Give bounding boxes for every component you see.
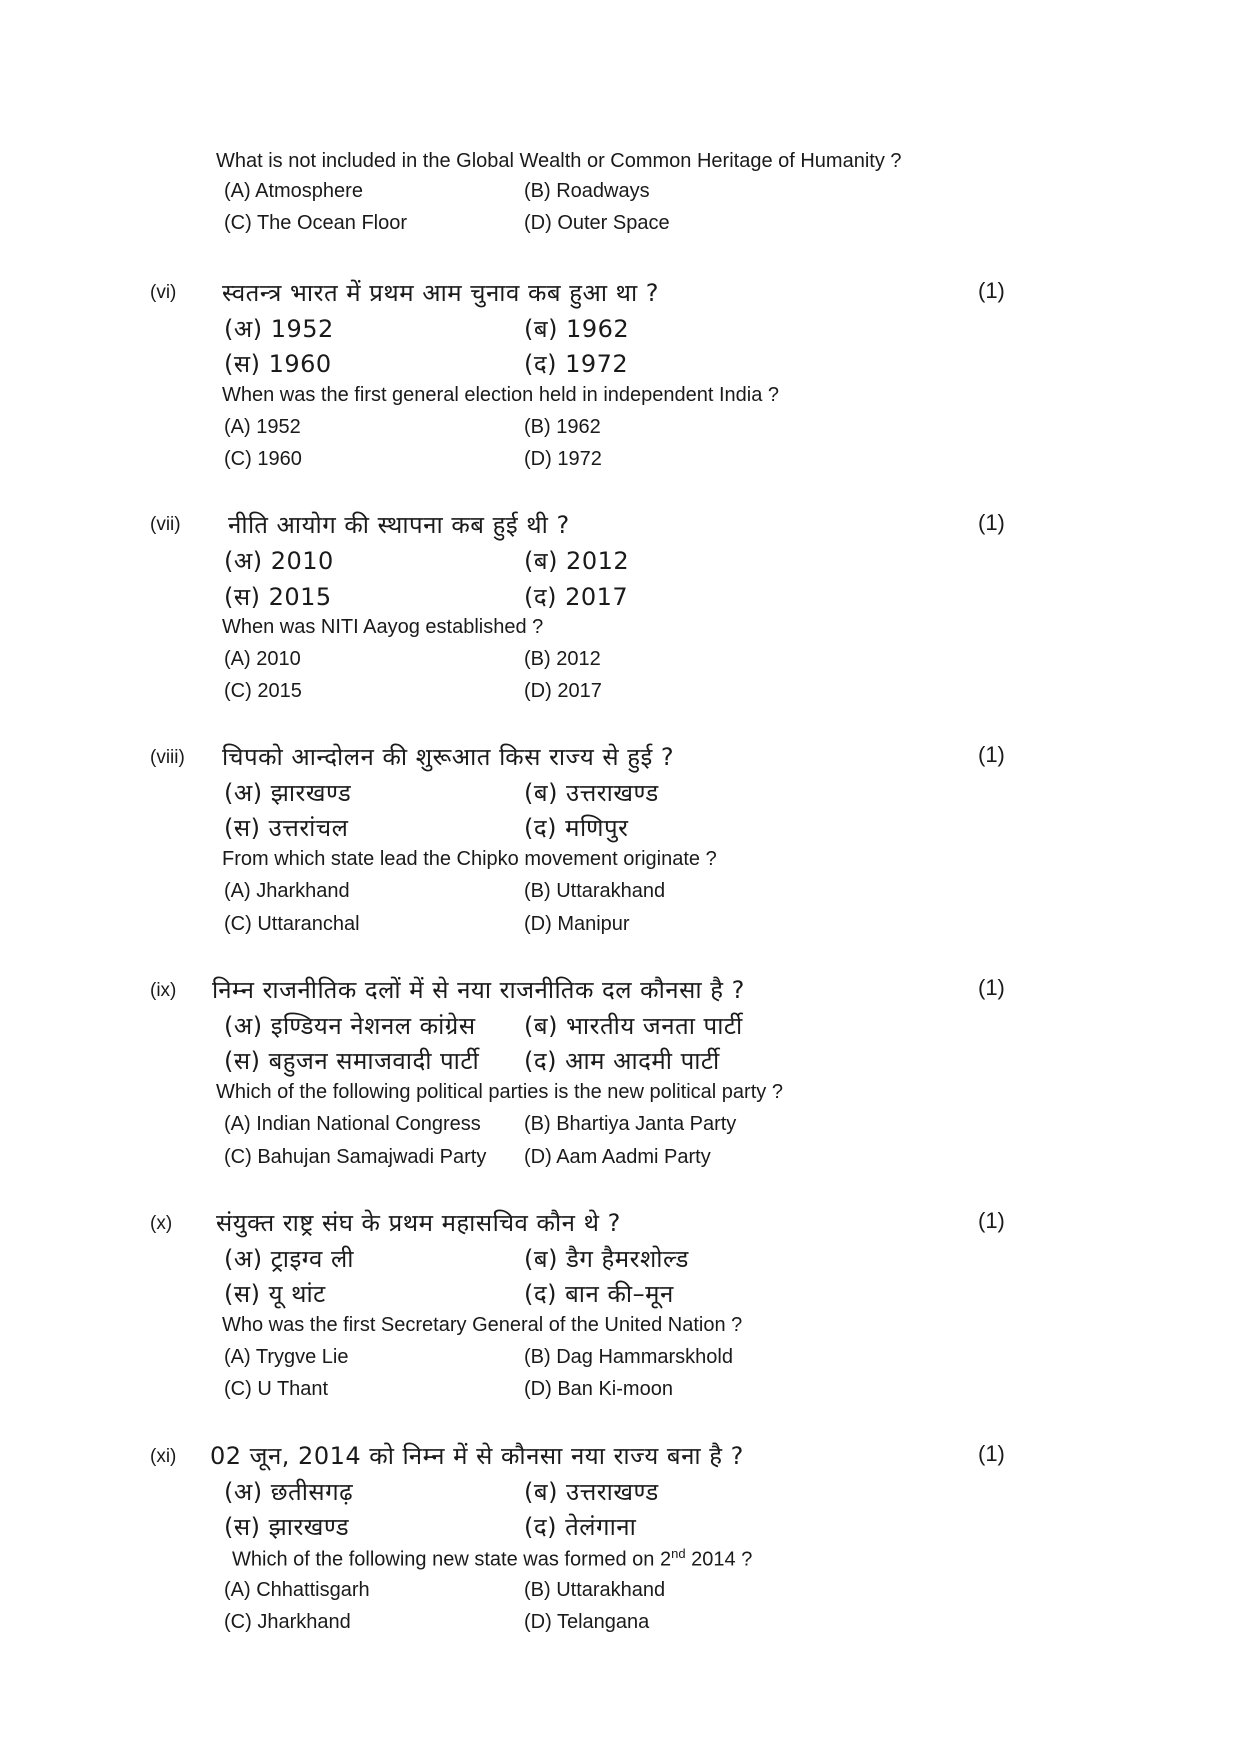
option-b: (B) Uttarakhand <box>524 1579 666 1601</box>
question-number: (viii) <box>150 747 185 768</box>
option-a: (A) Jharkhand <box>224 880 350 902</box>
option-a: (A) 1952 <box>224 416 301 438</box>
hindi-option-d: (द) 1972 <box>524 350 629 378</box>
hindi-option-d: (द) 2017 <box>524 583 629 611</box>
hindi-option-b: (ब) भारतीय जनता पार्टी <box>524 1012 743 1040</box>
marks: (1) <box>978 1208 1005 1233</box>
option-d: (D) Ban Ki-moon <box>524 1378 673 1400</box>
question-text-suffix: 2014 ? <box>685 1548 753 1571</box>
marks: (1) <box>978 975 1005 1000</box>
hindi-option-b: (ब) उत्तराखण्ड <box>524 779 659 807</box>
hindi-option-a: (अ) ट्राइग्व ली <box>224 1245 354 1273</box>
hindi-option-d: (द) बान की–मून <box>524 1280 674 1308</box>
option-c: (C) The Ocean Floor <box>224 212 408 234</box>
option-b: (B) Roadways <box>524 180 650 202</box>
option-c: (C) Bahujan Samajwadi Party <box>224 1146 487 1168</box>
marks: (1) <box>978 742 1005 767</box>
hindi-option-b: (ब) डैग हैमरशोल्ड <box>524 1245 689 1273</box>
option-a: (A) Indian National Congress <box>224 1113 481 1135</box>
question-text-english: Who was the first Secretary General of the United Nation ? <box>222 1314 743 1336</box>
question-text-hindi: नीति आयोग की स्थापना कब हुई थी ? <box>228 511 570 539</box>
option-d: (D) Aam Aadmi Party <box>524 1146 711 1168</box>
question-text-hindi: संयुक्त राष्ट्र संघ के प्रथम महासचिव कौन थे ? <box>216 1209 621 1237</box>
question-text-english: When was NITI Aayog established ? <box>222 616 544 638</box>
question-number: (vii) <box>150 514 181 535</box>
question-number: (x) <box>150 1213 173 1234</box>
option-a: (A) Chhattisgarh <box>224 1579 370 1601</box>
hindi-option-c: (स) बहुजन समाजवादी पार्टी <box>224 1047 480 1075</box>
option-d: (D) 2017 <box>524 680 602 702</box>
option-d: (D) Manipur <box>524 913 630 935</box>
question-number: (vi) <box>150 282 177 303</box>
option-b: (B) Bhartiya Janta Party <box>524 1113 737 1135</box>
marks: (1) <box>978 278 1005 303</box>
hindi-option-c: (स) झारखण्ड <box>224 1513 350 1541</box>
option-b: (B) Uttarakhand <box>524 880 666 902</box>
option-b: (B) 1962 <box>524 416 601 438</box>
question-text-english: When was the first general election held in independent India ? <box>222 384 780 406</box>
ordinal-suffix: nd <box>671 1546 686 1561</box>
hindi-option-c: (स) 2015 <box>224 583 332 611</box>
hindi-option-a: (अ) छतीसगढ़ <box>224 1478 354 1506</box>
question-text-english: What is not included in the Global Wealth or Common Heritage of Humanity ? <box>216 150 902 172</box>
option-c: (C) Uttaranchal <box>224 913 360 935</box>
marks: (1) <box>978 510 1005 535</box>
question-text-hindi: चिपको आन्दोलन की शुरूआत किस राज्य से हुई ? <box>222 743 675 771</box>
option-d: (D) Outer Space <box>524 212 670 234</box>
question-text-english: From which state lead the Chipko movement originate ? <box>222 848 717 870</box>
hindi-option-b: (ब) 2012 <box>524 547 630 575</box>
hindi-option-c: (स) यू थांट <box>224 1280 326 1308</box>
hindi-option-c: (स) 1960 <box>224 350 332 378</box>
question-text-hindi: निम्न राजनीतिक दलों में से नया राजनीतिक दल कौनसा है ? <box>212 976 745 1004</box>
option-b: (B) 2012 <box>524 648 601 670</box>
hindi-option-d: (द) आम आदमी पार्टी <box>524 1047 720 1075</box>
question-text-hindi: 02 जून, 2014 को निम्न में से कौनसा नया राज्य बना है ? <box>210 1442 744 1470</box>
question-text-english <box>232 1546 752 1572</box>
option-a: (A) 2010 <box>224 648 301 670</box>
option-b: (B) Dag Hammarskhold <box>524 1346 733 1368</box>
hindi-option-b: (ब) उत्तराखण्ड <box>524 1478 659 1506</box>
hindi-option-d: (द) तेलंगाना <box>524 1513 637 1541</box>
marks: (1) <box>978 1441 1005 1466</box>
hindi-option-a: (अ) झारखण्ड <box>224 779 352 807</box>
hindi-option-a: (अ) इण्डियन नेशनल कांग्रेस <box>224 1012 476 1040</box>
hindi-option-a: (अ) 1952 <box>224 315 334 343</box>
option-c: (C) U Thant <box>224 1378 329 1400</box>
question-text-hindi: स्वतन्त्र भारत में प्रथम आम चुनाव कब हुआ था ? <box>222 279 660 307</box>
hindi-option-b: (ब) 1962 <box>524 315 630 343</box>
option-d: (D) Telangana <box>524 1611 650 1633</box>
hindi-option-c: (स) उत्तरांचल <box>224 814 349 842</box>
question-text-prefix: Which of the following new state was formed on 2 <box>232 1548 672 1571</box>
option-c: (C) Jharkhand <box>224 1611 351 1633</box>
option-a: (A) Atmosphere <box>224 180 363 202</box>
hindi-option-d: (द) मणिपुर <box>524 814 629 842</box>
question-number: (ix) <box>150 980 177 1001</box>
question-text-english: Which of the following political parties is the new political party ? <box>216 1081 783 1103</box>
option-d: (D) 1972 <box>524 448 602 470</box>
option-c: (C) 2015 <box>224 680 302 702</box>
question-number: (xi) <box>150 1446 177 1467</box>
option-a: (A) Trygve Lie <box>224 1346 349 1368</box>
option-c: (C) 1960 <box>224 448 302 470</box>
hindi-option-a: (अ) 2010 <box>224 547 334 575</box>
